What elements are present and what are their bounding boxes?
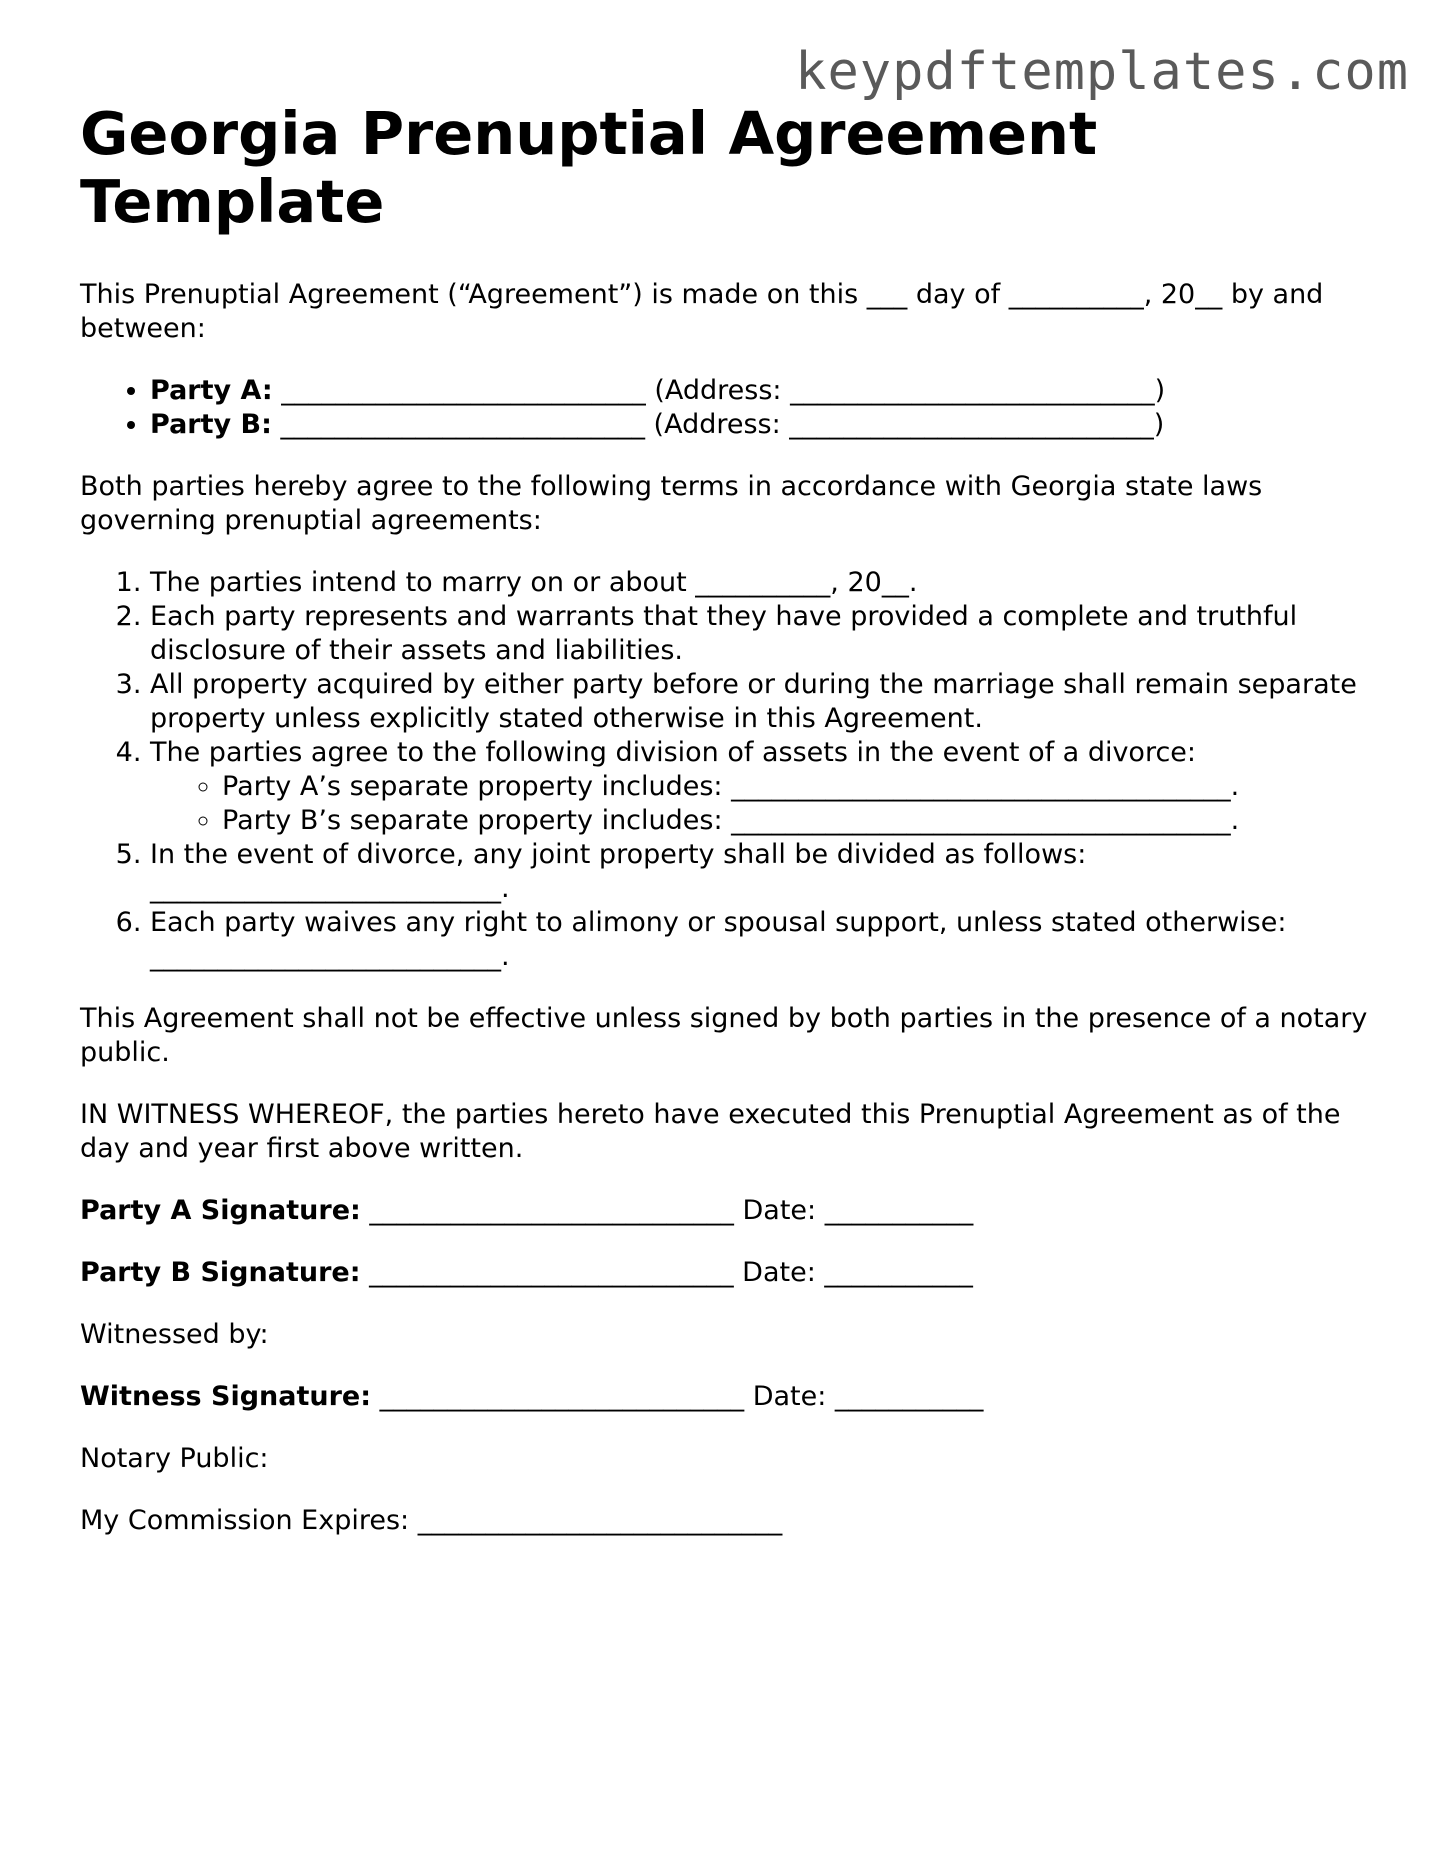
term-item-3 (150, 668, 1380, 736)
term-text-3: All property acquired by either party before or during the marriage shall remain separate property unless explicitly stated otherwise in this Agreement. (150, 669, 1357, 734)
sub-term-party-b: ◦ Party B’s separate property includes: _____________________________________. (222, 804, 1380, 838)
term-text-1: The parties intend to marry on or about __________, 20__. (150, 567, 918, 598)
term-item-1 (150, 566, 1380, 600)
intro-paragraph: This Prenuptial Agreement (“Agreement”) is made on this ___ day of __________, 20__ by and between: (80, 279, 1324, 344)
party-b-label: Party B: (150, 409, 272, 440)
term-item-4 (150, 736, 1380, 838)
terms-list (80, 566, 1380, 974)
witness-signature-label: Witness Signature: (80, 1381, 372, 1412)
party-a-signature-blank: ___________________________ Date: ___________ (360, 1195, 974, 1226)
party-b-blank: ___________________________ (Address: ___________________________) (271, 409, 1165, 440)
commission-expires-line: My Commission Expires: ___________________________ (80, 1505, 783, 1536)
party-a-label: Party A: (150, 375, 273, 406)
term-text-5: In the event of divorce, any joint property shall be divided as follows: __________________________. (150, 839, 1087, 904)
term-text-4: The parties agree to the following division of assets in the event of a divorce: (150, 737, 1197, 768)
document-body (80, 100, 1380, 1566)
term-item-6 (150, 906, 1380, 974)
party-b-signature-blank: ___________________________ Date: ___________ (360, 1257, 973, 1288)
term-item-2 (150, 600, 1380, 668)
witness-signature-blank: ___________________________ Date: ___________ (371, 1381, 984, 1412)
party-b-item (150, 408, 1380, 442)
effective-paragraph: This Agreement shall not be effective unless signed by both parties in the presence of a notary public. (80, 1003, 1368, 1068)
witness-signature-line (80, 1380, 1380, 1414)
term-text-2: Each party represents and warrants that they have provided a complete and truthful disclosure of their assets and liabilities. (150, 601, 1298, 666)
agree-paragraph: Both parties hereby agree to the following terms in accordance with Georgia state laws governing prenuptial agreements: (80, 471, 1263, 536)
parties-list (80, 374, 1380, 442)
party-a-signature-label: Party A Signature: (80, 1195, 361, 1226)
witness-paragraph: IN WITNESS WHEREOF, the parties hereto have executed this Prenuptial Agreement as of the day and year first above written. (80, 1099, 1341, 1164)
party-b-signature-line (80, 1256, 1380, 1290)
notary-public-label: Notary Public: (80, 1443, 269, 1474)
party-a-blank: ___________________________ (Address: ___________________________) (272, 375, 1166, 406)
watermark-text: keypdftemplates.com (795, 42, 1409, 102)
party-b-signature-label: Party B Signature: (80, 1257, 361, 1288)
term-text-6: Each party waives any right to alimony or spousal support, unless stated otherwise: __________________________. (150, 907, 1287, 972)
witnessed-by-label: Witnessed by: (80, 1319, 269, 1350)
division-sublist (150, 770, 1380, 838)
term-item-5 (150, 838, 1380, 906)
party-a-signature-line (80, 1194, 1380, 1228)
document-title: Georgia Prenuptial Agreement Template (80, 99, 1098, 236)
sub-term-party-a: ◦ Party A’s separate property includes: _____________________________________. (222, 770, 1380, 804)
party-a-item (150, 374, 1380, 408)
